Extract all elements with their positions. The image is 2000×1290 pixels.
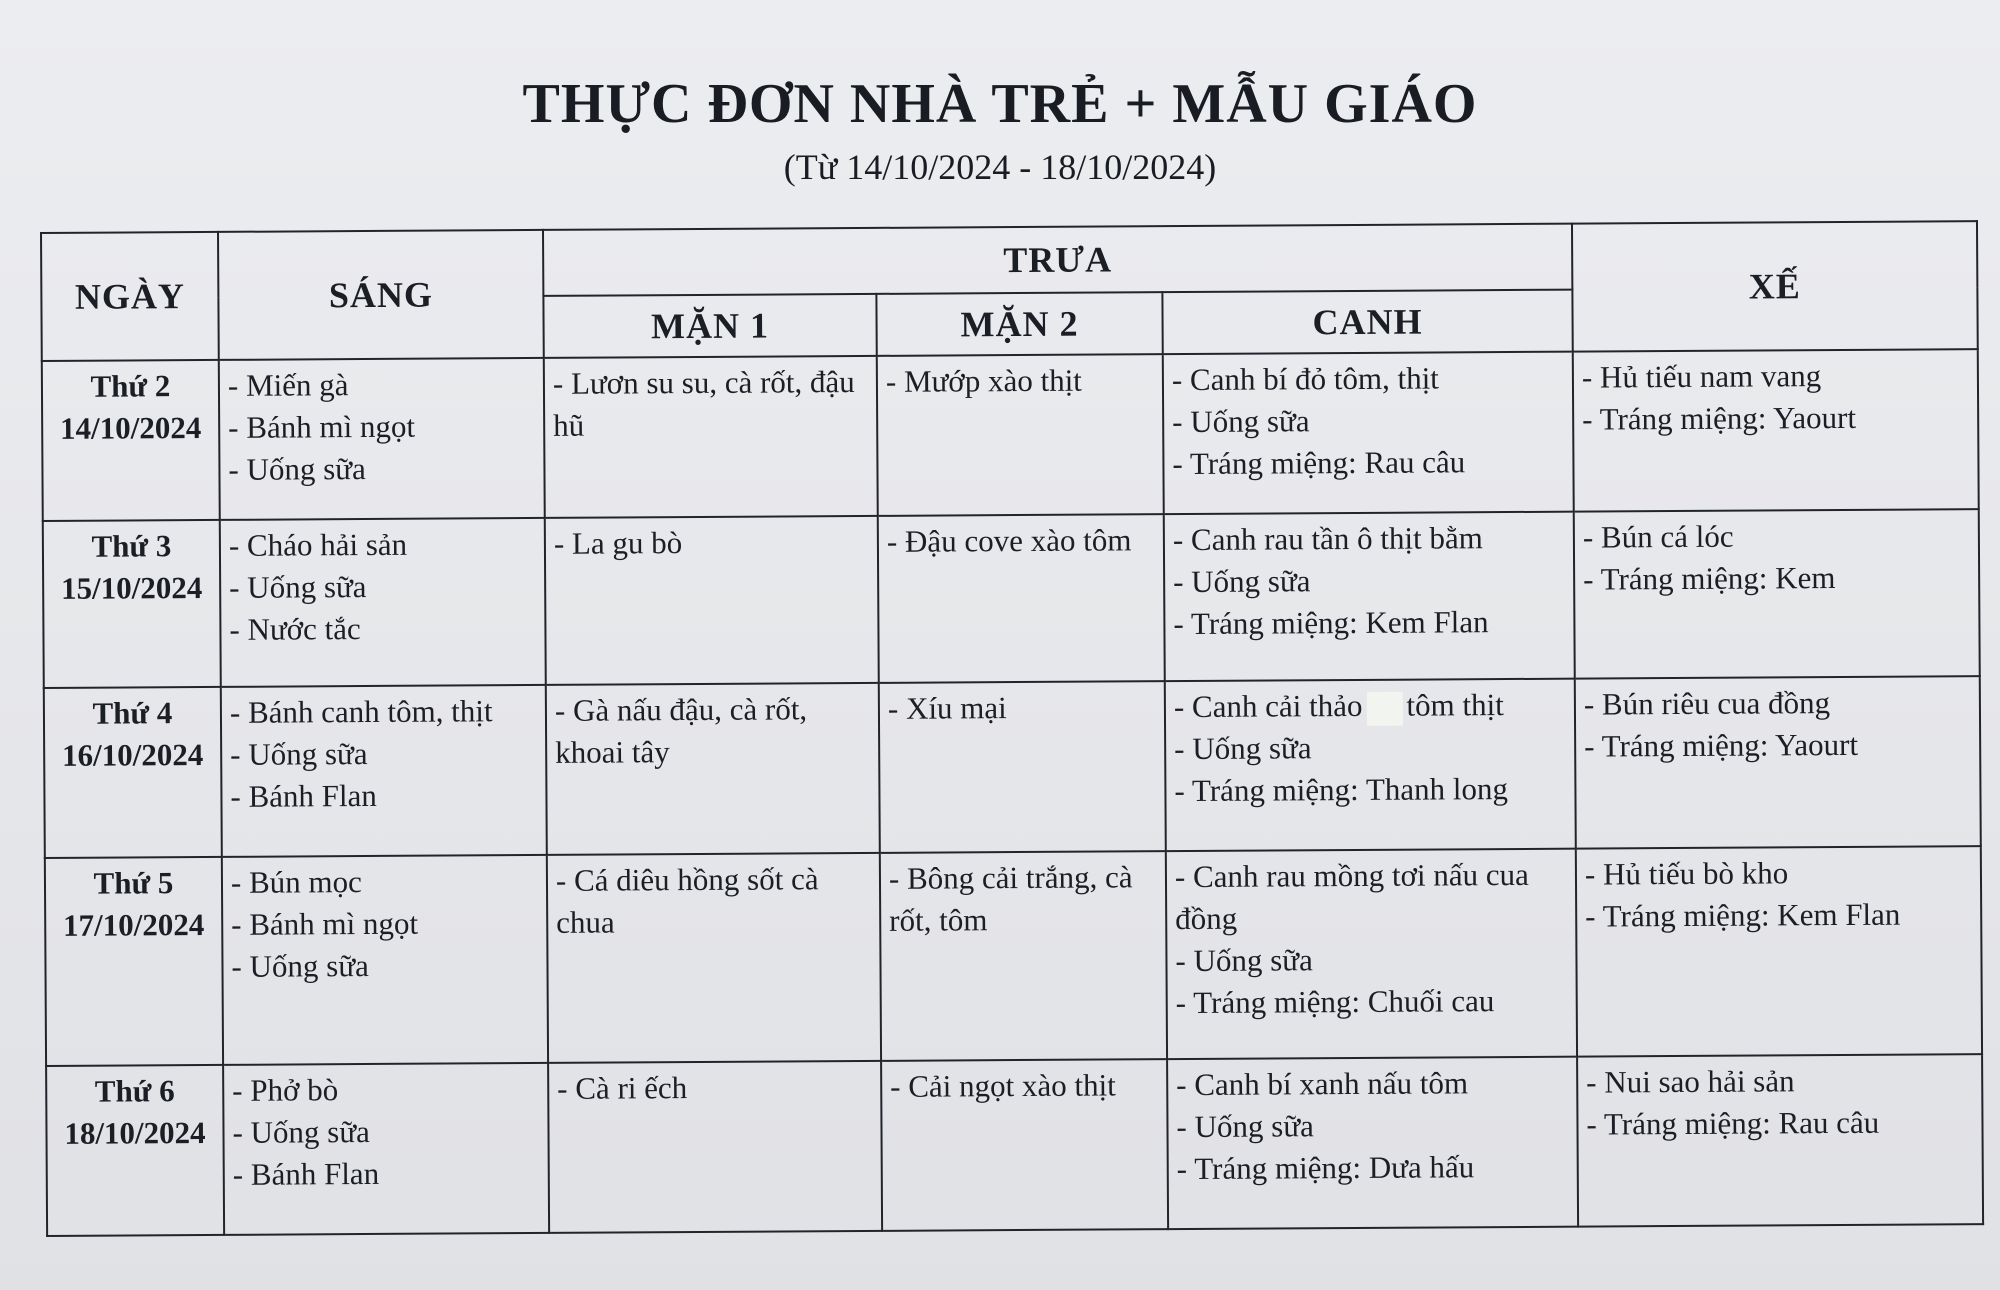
menu-item: - Cá diêu hồng sốt cà chua [555,861,819,940]
morning-cell [219,358,545,520]
menu-item: - Tráng miệng: Yaourt [1582,399,1857,437]
day-cell [42,360,220,521]
day-cell [43,520,221,688]
menu-item: - Bún mọc [230,864,362,900]
soup-cell [1165,679,1576,852]
menu-item: - Nui sao hải sản [1586,1063,1795,1100]
menu-item: - Uống sữa [1174,730,1312,767]
menu-item: - Canh bí xanh nấu tôm [1176,1065,1469,1103]
date-range-subtitle: (Từ 14/10/2024 - 18/10/2024) [783,147,1217,187]
day-name: Thứ 3 [91,528,172,564]
table-row [45,846,1982,1066]
header-afternoon-snack: XẾ [1572,221,1978,351]
snack-cell [1575,676,1981,848]
menu-item: - Canh rau mồng tơi nấu cua đồng [1174,856,1529,937]
menu-item: - Tráng miệng: Kem Flan [1585,896,1901,934]
menu-item: - Tráng miệng: Kem Flan [1173,604,1489,642]
snack-cell [1574,509,1980,678]
menu-item: - Bánh Flan [230,777,377,814]
menu-item [1174,684,1566,728]
savory-2-cell [881,1059,1168,1231]
menu-item: - Tráng miệng: Thanh long [1174,771,1509,809]
menu-item: - Phở bò [232,1072,339,1108]
menu-item: - La gu bò [553,525,683,561]
morning-cell [221,685,547,857]
menu-item: - Tráng miệng: Yaourt [1584,726,1859,764]
menu-item: - Bánh mì ngọt [228,408,416,445]
table-row [42,349,1979,521]
day-name: Thứ 5 [93,865,174,901]
weekly-menu-table [40,220,1984,1237]
menu-item: - Xíu mại [887,690,1007,726]
savory-1-cell [544,356,878,518]
morning-cell [222,855,548,1065]
menu-item: - Uống sữa [1175,942,1313,979]
menu-item: - Đậu cove xào tôm [886,522,1132,559]
menu-item: - Tráng miệng: Chuối cau [1175,983,1495,1021]
soup-cell [1166,849,1577,1060]
menu-item: - Cháo hải sản [228,526,408,563]
snack-cell [1573,349,1979,511]
menu-item: - Miến gà [227,367,349,403]
snack-cell [1577,1054,1983,1226]
day-cell [46,1065,224,1236]
menu-item: - Tráng miệng: Dưa hấu [1176,1149,1475,1187]
savory-1-cell [545,516,879,685]
menu-item: - Tráng miệng: Rau câu [1586,1104,1880,1142]
day-date: 14/10/2024 [59,410,202,446]
day-name: Thứ 4 [92,695,173,731]
header-morning: SÁNG [218,230,544,360]
day-date: 15/10/2024 [60,570,203,606]
header-savory-1: MẶN 1 [543,294,876,358]
day-date: 18/10/2024 [64,1115,206,1151]
menu-item: - Cải ngọt xào thịt [890,1067,1116,1104]
menu-item: - Bún cá lóc [1582,518,1734,555]
menu-item: - Uống sữa [228,451,366,487]
savory-1-cell [547,853,881,1063]
page-title: THỰC ĐƠN NHÀ TRẺ + MẪU GIÁO [522,73,1478,135]
morning-cell [223,1063,549,1235]
menu-item: - Canh bí đỏ tôm, thịt [1171,360,1439,398]
menu-item: - Canh rau tần ô thịt bằm [1172,520,1483,558]
menu-item: - Gà nấu đậu, cà rốt, khoai tây [554,691,808,770]
soup-cell [1164,512,1575,682]
menu-item: - Uống sữa [1172,403,1310,440]
savory-2-cell [878,514,1165,683]
table-row [46,1054,1983,1236]
menu-item: - Bông cải trắng, cà rốt, tôm [888,859,1133,938]
soup-cell [1167,1057,1578,1230]
menu-item: - Lươn su su, cà rốt, đậu hũ [552,364,855,443]
menu-item-part: tôm thịt [1406,687,1504,723]
savory-2-cell [880,851,1167,1061]
table-row [43,509,1980,688]
morning-cell [220,518,546,687]
menu-item: - Bánh Flan [232,1155,380,1192]
menu-item-part: - Canh cải thảo [1173,687,1363,725]
savory-1-cell [546,683,880,855]
day-cell [44,687,222,858]
menu-item: - Uống sữa [1173,563,1311,600]
menu-item: - Uống sữa [1176,1108,1314,1145]
menu-item: - Uống sữa [230,736,368,772]
menu-item: - Mướp xào thịt [885,362,1082,399]
header-soup: CANH [1162,290,1572,355]
savory-2-cell [877,354,1164,516]
day-date: 16/10/2024 [61,737,204,773]
redacted-mark [1366,692,1402,726]
menu-item: - Tráng miệng: Kem [1583,560,1836,597]
savory-1-cell [548,1061,882,1233]
savory-2-cell [879,681,1166,853]
menu-item: - Hủ tiếu bò kho [1584,855,1789,892]
soup-cell [1163,352,1574,515]
header-savory-2: MẶN 2 [876,292,1162,356]
menu-item: - Tráng miệng: Rau câu [1172,444,1466,482]
menu-item: - Cà ri ếch [557,1070,688,1106]
menu-item: - Uống sữa [232,1114,370,1150]
menu-item: - Bánh mì ngọt [231,905,419,942]
menu-item: - Bún riêu cua đồng [1583,685,1831,722]
day-cell [45,857,223,1066]
menu-item: - Bánh canh tôm, thịt [229,693,493,730]
day-name: Thứ 6 [94,1073,175,1109]
snack-cell [1576,846,1982,1056]
header-day: NGÀY [41,232,219,361]
menu-item: - Uống sữa [231,948,369,984]
menu-item: - Nước tắc [229,611,361,647]
day-name: Thứ 2 [90,368,171,404]
table-row [44,676,1981,858]
day-date: 17/10/2024 [63,907,205,943]
menu-item: - Hủ tiếu nam vang [1581,358,1822,395]
menu-item: - Uống sữa [229,569,367,605]
header-lunch: TRƯA [543,224,1572,296]
